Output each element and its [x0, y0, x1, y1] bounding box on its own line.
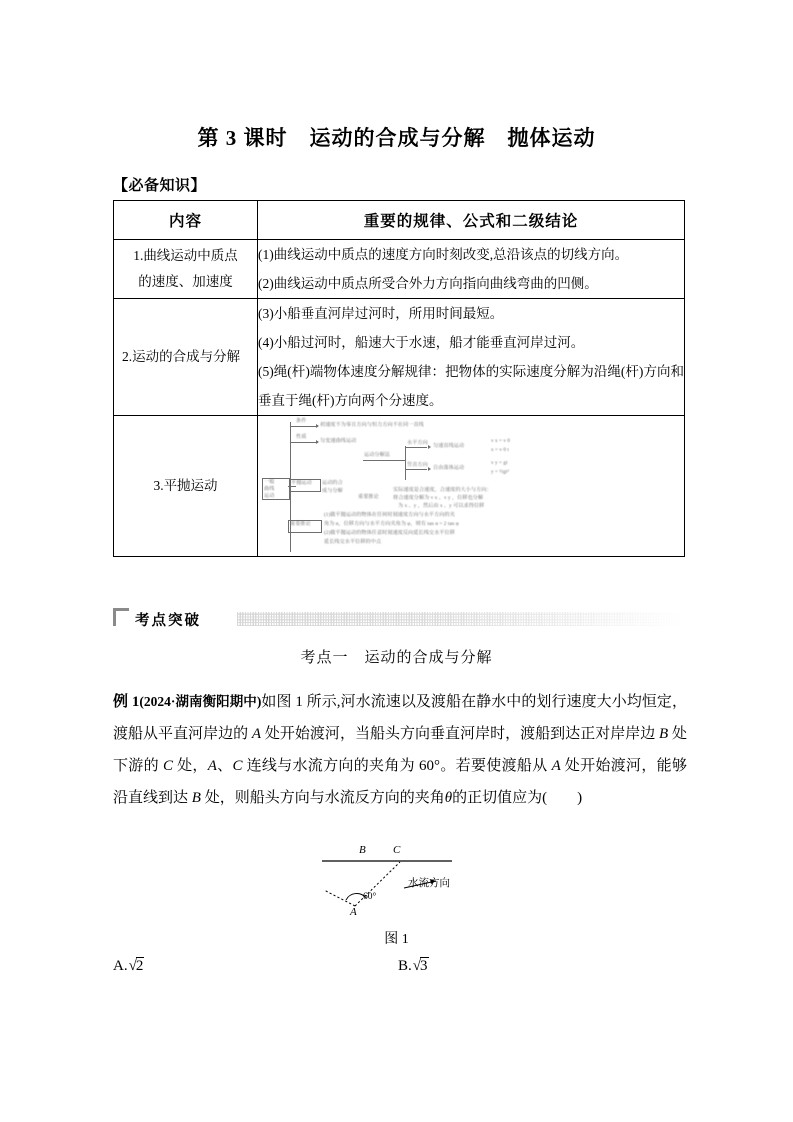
option-a[interactable] — [113, 958, 144, 975]
answer-options — [113, 958, 687, 986]
rule-item: (4)小船过河时，船速大于水速，船才能垂直河岸过河。 — [258, 335, 585, 350]
table-header-content: 内容 — [114, 201, 258, 240]
mm-vert-motion: 自由落体运动 — [433, 465, 465, 471]
mm-conclusion-text-3: (2)做平抛运动的物体任意时刻速度反向延长线交水平位移 — [324, 530, 455, 536]
rule-item: (3)小船垂直河岸过河时，所用时间最短。 — [258, 306, 504, 321]
example-source: (2024·湖南衡阳期中) — [139, 694, 262, 709]
mm-arrow-horiz — [428, 445, 431, 449]
example-body-3: 处下游的 — [113, 726, 687, 774]
row-label-line-2: 的速度、加速度 — [138, 274, 233, 289]
figure-label-flow: 水流方向 — [408, 878, 450, 889]
mm-important-label: 重要推论 — [358, 494, 379, 500]
option-b-sqrt — [412, 958, 429, 975]
mm-branch-property-line — [290, 442, 316, 443]
mm-conclusion-text-4: 延长线交水平位移的中点 — [324, 539, 382, 545]
table-row — [114, 299, 685, 416]
row-label-projectile: 3.平抛运动 — [114, 416, 258, 557]
radical-icon: √ — [128, 958, 137, 974]
example-var-A3: A — [551, 758, 561, 774]
path-A-to-C — [355, 862, 400, 906]
example-question — [113, 686, 687, 814]
rule-item: (1)曲线运动中质点的速度方向时刻改变,总沿该点的切线方向。 — [258, 247, 629, 262]
section-banner-title: 考点突破 — [135, 613, 201, 629]
example-body-7: 处开始渡河，能够沿直线到达 — [113, 758, 687, 806]
mm-arrow-property — [316, 440, 319, 444]
mm-horiz-label: 水平方向 — [407, 440, 428, 446]
rule-item: (5)绳(杆)端物体速度分解规律：把物体的实际速度分解为沿绳(杆)方向和垂直于绳(杆)方向两个分速度。 — [258, 364, 684, 408]
example-body-6: 连线与水流方向的夹角为 60°。若要使渡船从 — [242, 758, 552, 774]
figure-label-angle: 60° — [363, 892, 377, 902]
figure-1-diagram — [300, 844, 520, 928]
mm-vert-formula-2: y = ½gt² — [491, 469, 510, 475]
row-body-composition — [258, 299, 685, 416]
option-b-value: 3 — [420, 958, 428, 974]
rule-item: (2)曲线运动中质点所受合外力方向指向曲线弯曲的凹侧。 — [258, 276, 598, 291]
mm-root-line-2: 曲线 — [264, 486, 275, 492]
kaodian-heading: 考点一 运动的合成与分解 — [300, 650, 493, 666]
example-var-A2: A — [207, 758, 217, 774]
example-body-8: 处，则船头方向与水流反方向的夹角 — [200, 790, 445, 806]
mm-text-condition: 初速度不为零且方向与恒力方向不在同一直线 — [320, 422, 424, 428]
mm-rules-split — [405, 446, 406, 480]
banner-decorative-strip — [237, 612, 684, 626]
table-header-rules: 重要的规律、公式和二级结论 — [258, 201, 685, 240]
figure-label-B: B — [359, 844, 366, 856]
example-lead: 例 1 — [113, 694, 140, 710]
mm-arrow-condition — [316, 424, 319, 428]
mm-conclusion-text-2: 角为 α，位移方向与水平方向夹角为 φ，则有 tan α = 2 tan φ — [324, 521, 459, 527]
mm-decomp-line-1: 运动的合 — [322, 480, 343, 486]
mm-comp-text-1: 实际速度是合速度，合速度的大小与方向： — [393, 487, 492, 493]
figure-label-C: C — [393, 844, 401, 856]
mm-comp-text-2: 将合速度分解为 v x 、v y ，位移也分解 — [393, 495, 484, 501]
example-var-A: A — [251, 726, 262, 742]
must-know-label: 【必备知识】 — [113, 178, 207, 194]
example-body-2: 处开始渡河，当船头方向垂直河岸时，渡船到达正对岸岸边 — [261, 726, 660, 742]
mm-root-line-3: 运动 — [264, 493, 275, 499]
table-row — [114, 240, 685, 299]
section-banner — [113, 608, 684, 630]
mm-decomp-line-2: 成与分解 — [322, 488, 343, 494]
option-b-key: B. — [398, 958, 412, 974]
mm-conclusion-text-1: (1)做平抛运动的物体在任何时刻速度方向与水平方向的夹 — [324, 512, 455, 518]
mm-projectile-label: 平抛运动 — [291, 480, 312, 486]
radical-icon: √ — [412, 958, 421, 974]
example-body-4: 处， — [173, 758, 208, 774]
path-heading — [324, 890, 355, 906]
mm-rules-underline — [363, 460, 405, 461]
example-body-1: 如图 1 所示,河水流速以及渡船在静水中的划行速度大小均恒定，渡船从平直河岸边的 — [113, 694, 687, 742]
mm-arrow-vert — [428, 467, 431, 471]
mm-rules-label: 运动分解法 — [364, 452, 390, 458]
page-title: 第 3 课时 运动的合成与分解 抛体运动 — [197, 126, 596, 150]
row-body-projectile — [258, 416, 685, 557]
mm-horiz-formula-1: v x = v 0 — [491, 438, 511, 444]
table-row — [114, 416, 685, 557]
example-var-B: B — [659, 726, 669, 742]
example-var-C2: C — [232, 758, 243, 774]
example-var-C: C — [163, 758, 174, 774]
mm-conclusion-label: 重要推论 — [290, 521, 311, 527]
mm-horiz-motion: 匀速直线运动 — [433, 443, 465, 449]
row-body-curvilinear — [258, 240, 685, 299]
mm-root-line-1: 一般 — [264, 479, 275, 485]
table-header-row — [114, 201, 685, 240]
option-a-sqrt — [128, 958, 145, 975]
example-body-5: 、 — [216, 758, 233, 774]
option-b[interactable] — [398, 958, 429, 975]
example-var-theta: θ — [444, 790, 453, 806]
projectile-mindmap-image — [258, 416, 684, 556]
row-label-composition: 2.运动的合成与分解 — [114, 299, 258, 416]
row-label-curvilinear — [114, 240, 258, 299]
option-a-value: 2 — [135, 958, 144, 974]
example-var-B2: B — [191, 790, 201, 806]
corner-bracket-icon — [113, 608, 129, 626]
mm-comp-text-3: 为 x 、y ，然后由 x 、y 可以求得位移 — [398, 503, 485, 509]
mm-branch-condition-label: 条件 — [296, 418, 307, 424]
mm-branch-property-label: 性质 — [296, 434, 307, 440]
option-a-key: A. — [113, 958, 128, 974]
mm-vert-formula-1: v y = gt — [491, 460, 508, 466]
mm-text-property: 匀变速曲线运动 — [320, 438, 357, 444]
row-label-line-1: 1.曲线运动中质点 — [133, 248, 238, 263]
figure-caption: 图 1 — [384, 932, 409, 947]
figure-label-A: A — [350, 906, 357, 918]
mm-horiz-formula-2: x = v 0 t — [491, 447, 509, 453]
example-body-9: 的正切值应为( ) — [452, 790, 583, 806]
knowledge-table — [113, 200, 685, 557]
mm-branch-condition-line — [290, 426, 316, 427]
mm-vert-label: 竖直方向 — [407, 462, 428, 468]
